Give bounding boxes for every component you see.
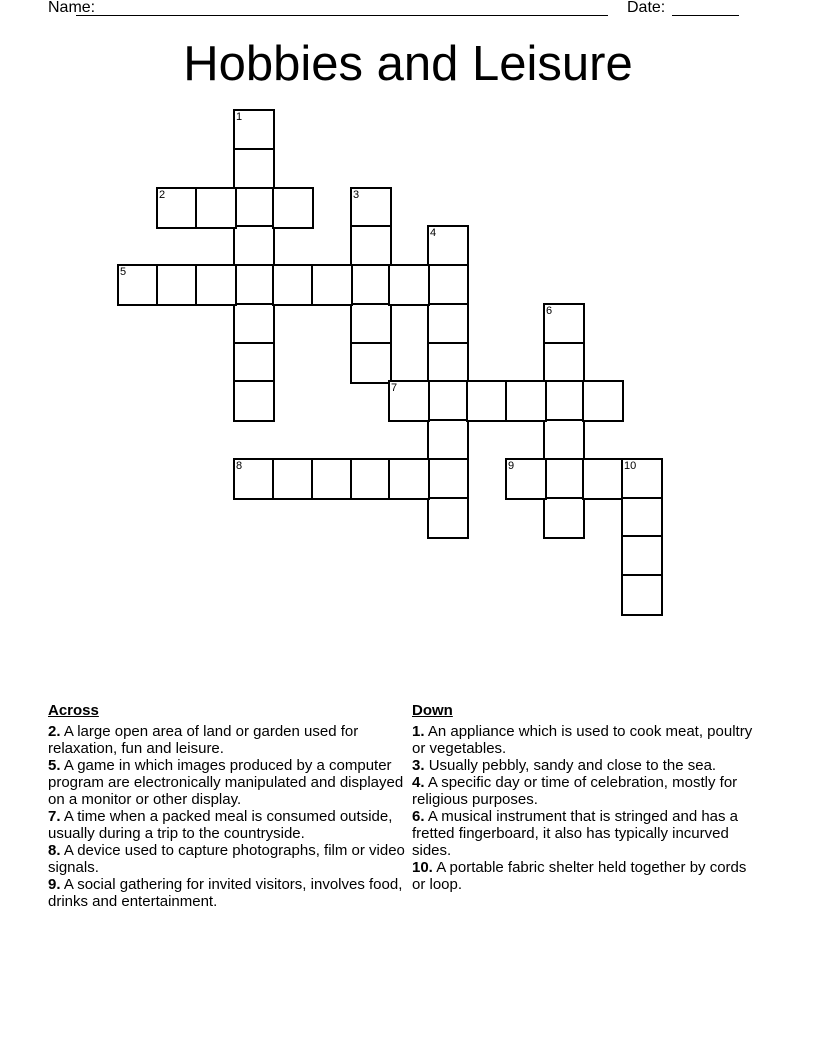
grid-cell[interactable] <box>543 458 585 500</box>
grid-cell[interactable] <box>582 458 624 500</box>
down-clue <box>412 757 757 774</box>
grid-cell[interactable] <box>543 342 585 384</box>
grid-cell[interactable] <box>233 303 275 345</box>
grid-cell[interactable] <box>117 264 159 306</box>
clue-number: 5. <box>48 757 61 774</box>
grid-cell[interactable] <box>233 342 275 384</box>
grid-cell[interactable] <box>505 458 547 500</box>
clue-number-label: 10 <box>624 460 637 472</box>
grid-cell[interactable] <box>350 458 392 500</box>
across-heading: Across <box>48 702 99 719</box>
grid-cell[interactable] <box>156 264 198 306</box>
puzzle-title: Hobbies and Leisure <box>183 37 633 91</box>
name-label: Name: <box>48 0 96 16</box>
grid-cell[interactable] <box>233 148 275 190</box>
clue-number-label: 4 <box>430 227 437 239</box>
across-clues <box>48 702 408 910</box>
grid-cell[interactable] <box>543 380 585 422</box>
grid-cell[interactable] <box>388 264 430 306</box>
grid-cell[interactable] <box>233 458 275 500</box>
clue-text: An appliance which is used to cook meat, poultry or vegetables. <box>412 723 753 757</box>
grid-cell[interactable] <box>195 187 237 229</box>
clue-number: 1. <box>412 723 425 740</box>
grid-cell[interactable] <box>427 342 469 384</box>
grid-cell[interactable] <box>427 497 469 539</box>
clue-number: 7. <box>48 808 61 825</box>
down-clues <box>412 702 757 893</box>
clue-number: 10. <box>412 859 433 876</box>
clue-number-label: 6 <box>546 305 553 317</box>
clue-number: 8. <box>48 842 61 859</box>
grid-cell[interactable] <box>233 380 275 422</box>
grid-cell[interactable] <box>195 264 237 306</box>
grid-cell[interactable] <box>388 380 430 422</box>
across-clue <box>48 723 408 757</box>
clue-number: 2. <box>48 723 61 740</box>
grid-cell[interactable] <box>233 264 275 306</box>
clue-number: 9. <box>48 876 61 893</box>
clue-number-label: 8 <box>236 460 243 472</box>
grid-cell[interactable] <box>156 187 198 229</box>
clue-number-label: 9 <box>508 460 515 472</box>
grid-cell[interactable] <box>505 380 547 422</box>
clue-number: 3. <box>412 757 425 774</box>
clue-number-label: 1 <box>236 111 243 123</box>
grid-cell[interactable] <box>350 303 392 345</box>
grid-cell[interactable] <box>621 497 663 539</box>
clue-text: Usually pebbly, sandy and close to the sea. <box>428 757 717 774</box>
clue-text: A time when a packed meal is consumed outside, usually during a trip to the countryside. <box>48 808 393 842</box>
grid-cell[interactable] <box>543 303 585 345</box>
grid-cell[interactable] <box>350 342 392 384</box>
across-clue <box>48 808 408 842</box>
grid-cell[interactable] <box>543 497 585 539</box>
grid-cell[interactable] <box>233 109 275 151</box>
clue-text: A game in which images produced by a computer program are electronically manipulated and displayed on a monitor or other display. <box>48 757 404 808</box>
grid-cell[interactable] <box>427 458 469 500</box>
date-label: Date: <box>627 0 666 16</box>
grid-cell[interactable] <box>350 264 392 306</box>
grid-cell[interactable] <box>543 419 585 461</box>
down-clue <box>412 859 757 893</box>
clue-number: 6. <box>412 808 425 825</box>
grid-cell[interactable] <box>311 458 353 500</box>
grid-cell[interactable] <box>621 458 663 500</box>
clue-number-label: 5 <box>120 266 127 278</box>
down-clue <box>412 808 757 859</box>
grid-cell[interactable] <box>427 225 469 267</box>
clue-number: 4. <box>412 774 425 791</box>
grid-cell[interactable] <box>233 225 275 267</box>
down-clue <box>412 723 757 757</box>
down-clue <box>412 774 757 808</box>
clue-text: A specific day or time of celebration, mostly for religious purposes. <box>412 774 738 808</box>
across-clue <box>48 876 408 910</box>
grid-cell[interactable] <box>272 264 314 306</box>
grid-cell[interactable] <box>311 264 353 306</box>
grid-cell[interactable] <box>427 419 469 461</box>
grid-cell[interactable] <box>427 264 469 306</box>
grid-cell[interactable] <box>427 380 469 422</box>
clue-number-label: 3 <box>353 189 360 201</box>
clue-number-label: 2 <box>159 189 166 201</box>
across-clue <box>48 842 408 876</box>
clue-number-label: 7 <box>391 382 398 394</box>
grid-cell[interactable] <box>621 574 663 616</box>
grid-cell[interactable] <box>582 380 624 422</box>
grid-cell[interactable] <box>350 225 392 267</box>
clue-text: A large open area of land or garden used for relaxation, fun and leisure. <box>48 723 359 757</box>
grid-cell[interactable] <box>466 380 508 422</box>
grid-cell[interactable] <box>233 187 275 229</box>
clue-text: A device used to capture photographs, film or video signals. <box>48 842 405 876</box>
down-heading: Down <box>412 702 453 719</box>
clue-text: A musical instrument that is stringed and has a fretted fingerboard, it also has typically incurved sides. <box>412 808 739 859</box>
grid-cell[interactable] <box>272 458 314 500</box>
clue-text: A social gathering for invited visitors, involves food, drinks and entertainment. <box>48 876 403 910</box>
across-clue <box>48 757 408 808</box>
grid-cell[interactable] <box>621 535 663 577</box>
grid-cell[interactable] <box>350 187 392 229</box>
clue-text: A portable fabric shelter held together by cords or loop. <box>412 859 747 893</box>
grid-cell[interactable] <box>272 187 314 229</box>
grid-cell[interactable] <box>388 458 430 500</box>
grid-cell[interactable] <box>427 303 469 345</box>
